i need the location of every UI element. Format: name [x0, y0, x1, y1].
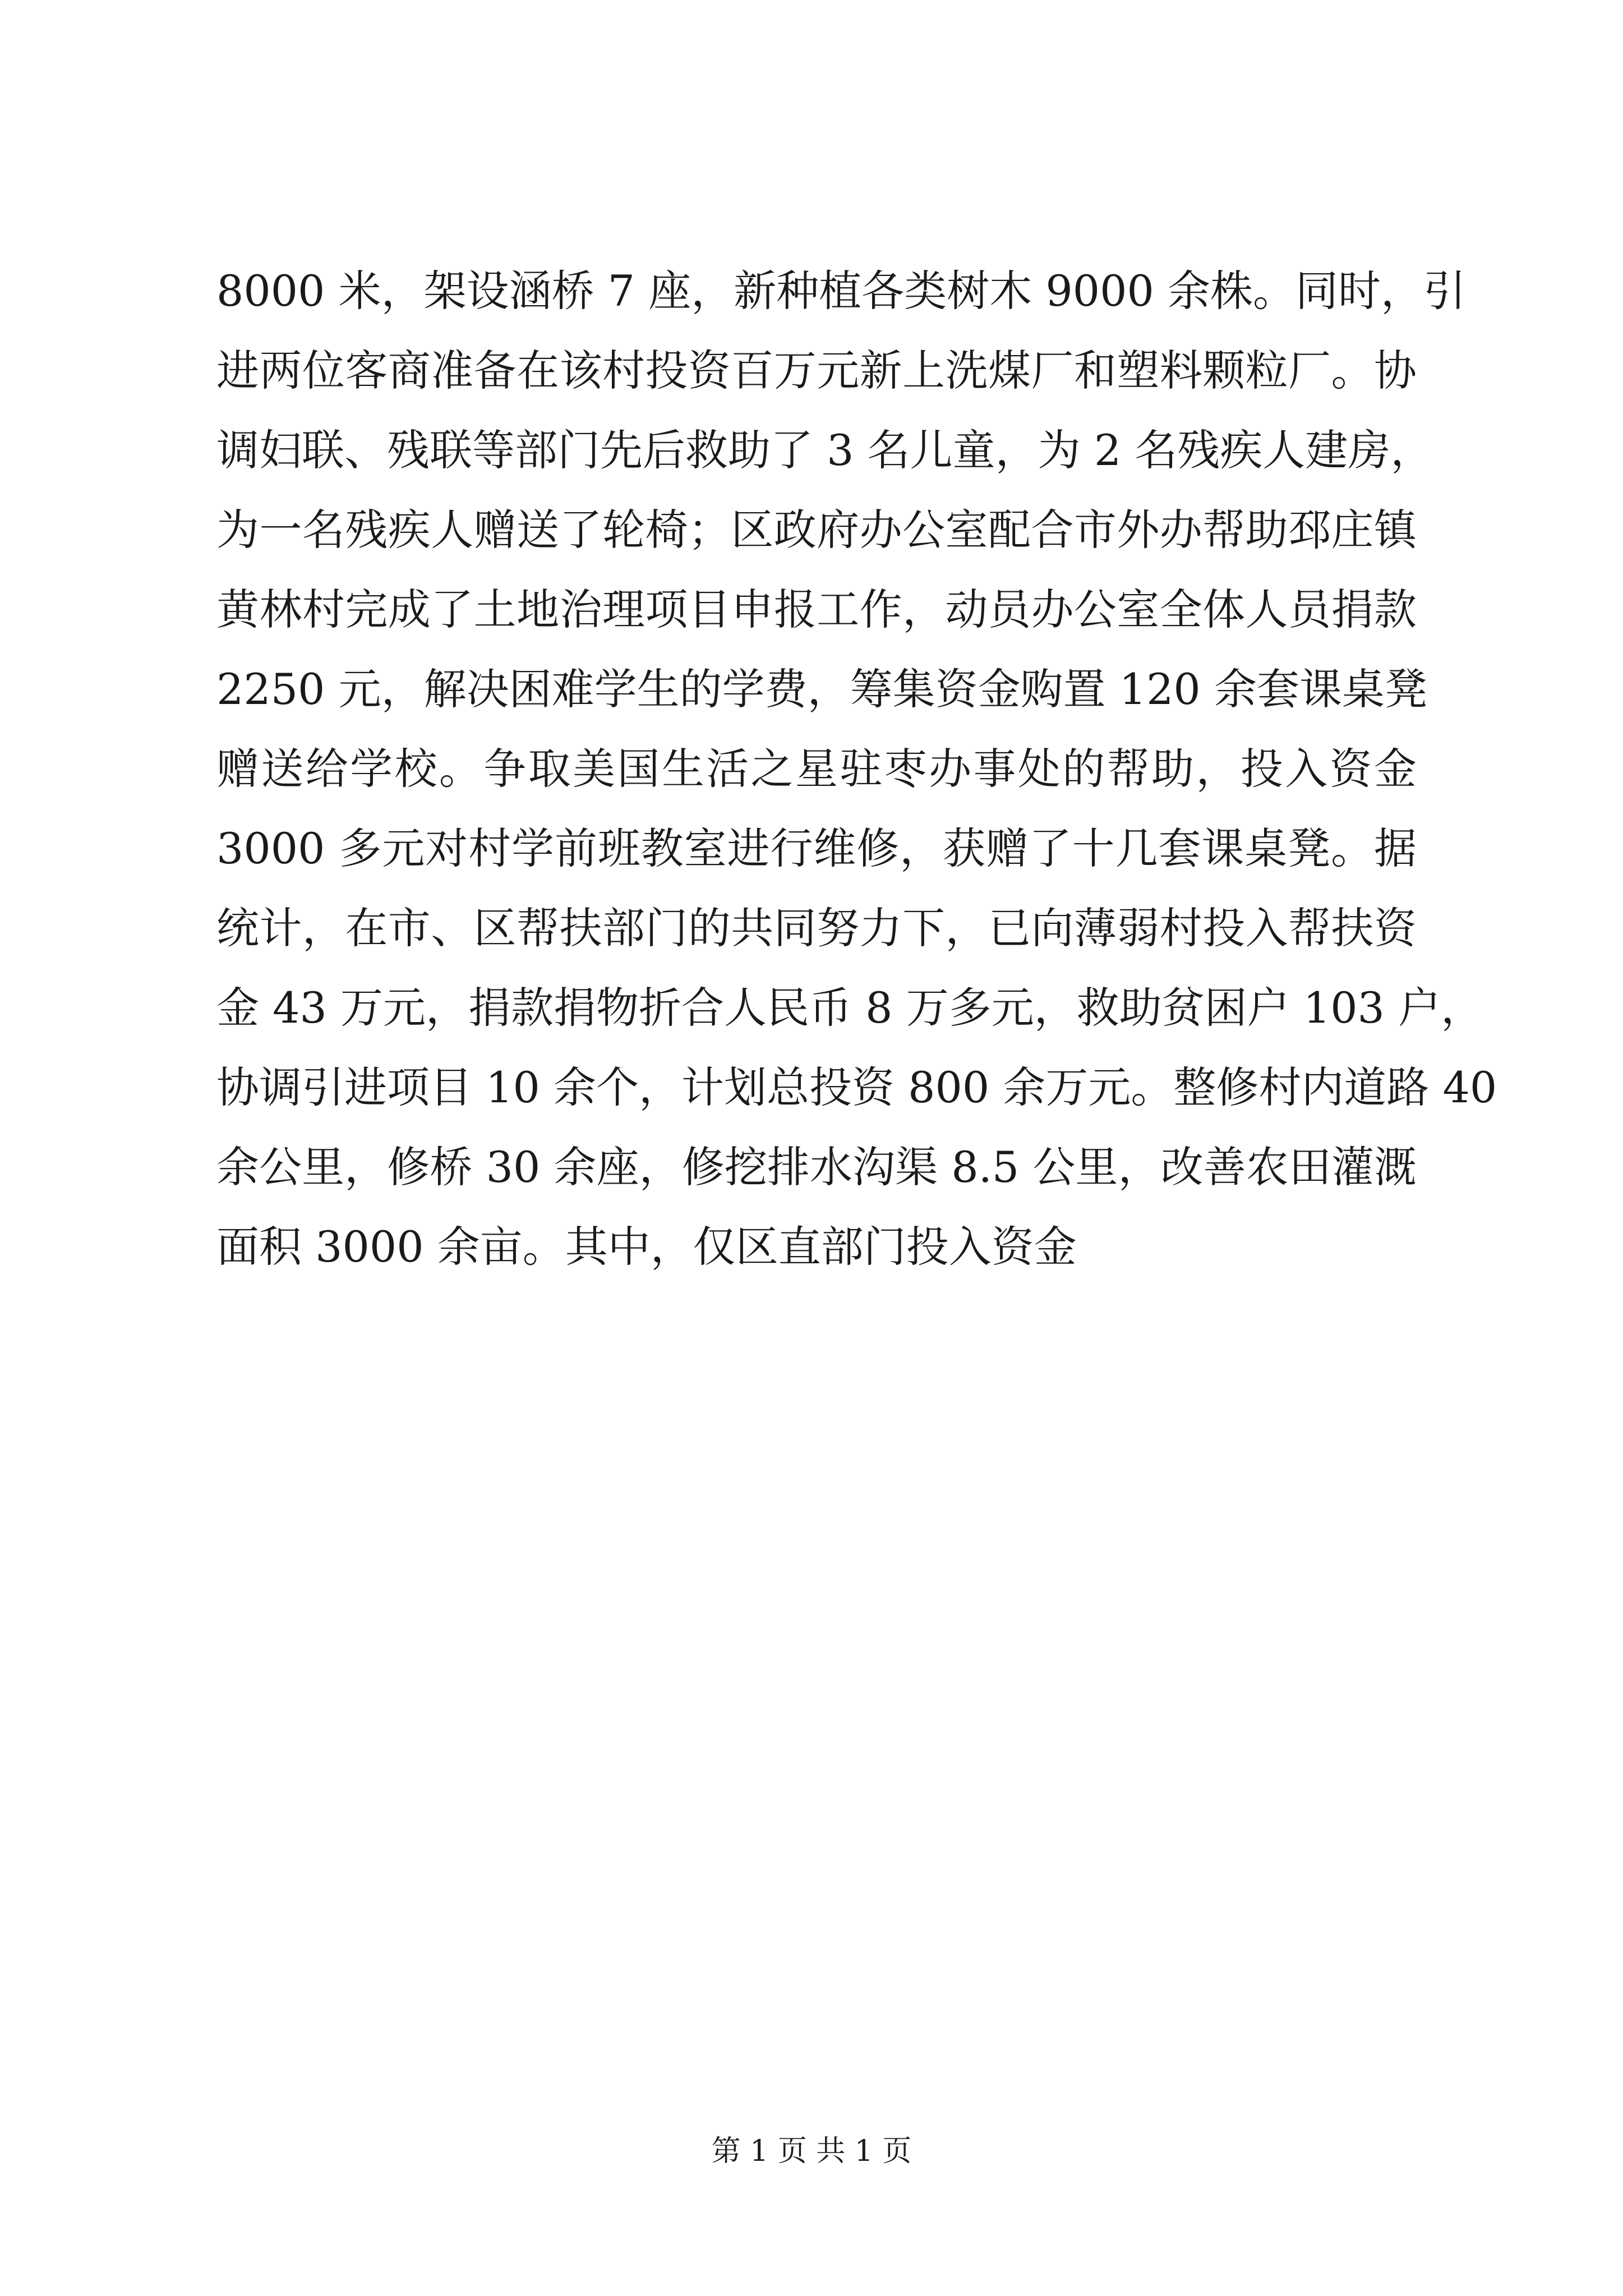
text-line: 统计，在市、区帮扶部门的共同努力下，已向薄弱村投入帮扶资: [216, 903, 1417, 953]
text-line: 进两位客商准备在该村投资百万元新上洗煤厂和塑料颗粒厂。协: [216, 346, 1417, 395]
text-line: 调妇联、残联等部门先后救助了 3 名儿童，为 2 名残疾人建房，: [216, 425, 1433, 475]
text-line: 为一名残疾人赠送了轮椅；区政府办公室配合市外办帮助邳庄镇: [216, 505, 1417, 555]
body-paragraph: [216, 251, 1497, 1287]
text-line: 赠送给学校。争取美国生活之星驻枣办事处的帮助，投入资金: [216, 744, 1417, 794]
text-line: 余公里，修桥 30 余座，修挖排水沟渠 8.5 公里，改善农田灌溉: [216, 1142, 1417, 1192]
text-line: 金 43 万元，捐款捐物折合人民币 8 万多元，救助贫困户 103 户，: [216, 983, 1484, 1033]
text-line: 面积 3000 余亩。其中，仅区直部门投入资金: [216, 1222, 1077, 1272]
page-footer: [0, 2134, 1623, 2168]
text-line: 3000 多元对村学前班教室进行维修，获赠了十几套课桌凳。据: [216, 823, 1417, 873]
text-line: 黄林村完成了土地治理项目申报工作，动员办公室全体人员捐款: [216, 585, 1417, 634]
text-line: 8000 米，架设涵桥 7 座，新种植各类树木 9000 余株。同时，引: [216, 266, 1466, 316]
page-number-label: 第 1 页 共 1 页: [711, 2134, 912, 2168]
text-line: 协调引进项目 10 余个，计划总投资 800 余万元。整修村内道路 40: [216, 1062, 1497, 1112]
text-line: 2250 元，解决困难学生的学费，筹集资金购置 120 余套课桌凳: [216, 664, 1427, 714]
